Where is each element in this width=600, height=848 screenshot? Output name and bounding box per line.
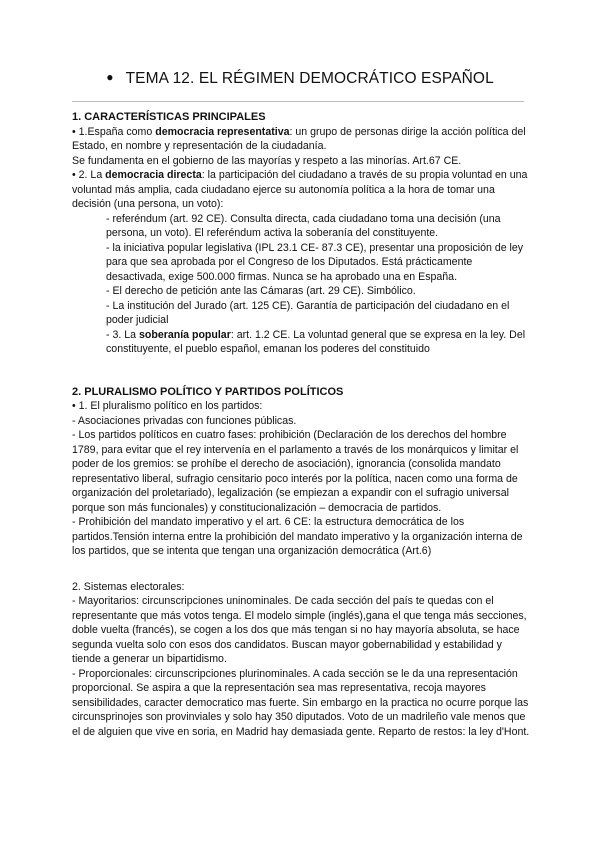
- section-2-heading: 2. PLURALISMO POLÍTICO Y PARTIDOS POLÍTICOS: [72, 385, 344, 398]
- indented-item: - referéndum (art. 92 CE). Consulta directa, cada ciudadano toma una decisión (una persona, un voto). El referéndum activa la soberanía del constituyente.: [106, 212, 501, 239]
- title-bullet: ●: [106, 70, 114, 84]
- paragraph: 2. Sistemas electorales:: [72, 580, 185, 593]
- paragraph: - Asociaciones privadas con funciones públicas.: [72, 414, 297, 427]
- paragraph: - Prohibición del mandato imperativo y el art. 6 CE: la estructura democrática de los partidos.Tensión interna entre la prohibición del mandato imperativo y la organización interna de los partidos, que se intenta que tengan una organización democrática (Art.6): [72, 516, 523, 557]
- title-divider: [72, 101, 524, 102]
- bold-term: democracia directa: [105, 169, 202, 181]
- section-1-heading: 1. CARACTERÍSTICAS PRINCIPALES: [72, 111, 266, 123]
- document-body: [72, 110, 532, 739]
- bold-term: democracia representativa: [155, 125, 290, 138]
- bold-term: soberanía popular: [138, 328, 231, 341]
- paragraph: - Mayoritarios: circunscripciones uninominales. De cada sección del país te quedas con el representante que más votos tenga. El modelo simple (inglés),gana el que tenga más secciones, doble vuelta (francés), se cogen a los dos que más tengan si no hay mayoría absoluta, se hace segunda vuelta solo con esos dos candidatos. Buscan mayor gobernabilidad y estabilidad y tiende a generar un bipartidismo.: [72, 595, 527, 665]
- paragraph: • 2. La democracia directa: la participación del ciudadano a través de su propia voluntad en una voluntad más amplia, cada ciudadano ejerce su autonomía política a la hora de tomar una decisión (una persona, un voto):: [72, 169, 528, 210]
- paragraph: - Proporcionales: circunscripciones plurinominales. A cada sección se le da una representación proporcional. Se aspira a que la representación sea mas representativa, recoja mayores sensibilidades, caracter democratico mas fuerte. Sin embargo en la practica no ocurre porque las circunsprinojes son provinviales y solo hay 350 diputados. Voto de un madrileño vale menos que el de alguien que vive en soria, en Madrid hay demasiada gente. Reparto de restos: la ley d'Hont.: [72, 667, 530, 738]
- paragraph: • 1. El pluralismo político en los partidos:: [72, 400, 263, 412]
- indented-item: - El derecho de petición ante las Cámaras (art. 29 CE). Simbólico.: [106, 285, 416, 297]
- title-text: TEMA 12. EL RÉGIMEN DEMOCRÁTICO ESPAÑOL: [125, 70, 494, 87]
- paragraph: • 1.España como democracia representativa: un grupo de personas dirige la acción política del Estado, en nombre y representación de la ciudadanía.: [72, 125, 526, 152]
- paragraph: - Los partidos políticos en cuatro fases: prohibición (Declaración de los derechos del hombre 1789, para evitar que el rey intervenía en el parlamento a través de los monárquicos y limitar el poder de los gremios: se prohíbe el derecho de asociación), ignorancia (consolida mandato representativo liberal, sufragio censitario poco interés por la política, nacen como una forma de organización del proletariado), legalización (se empiezan a expandir con el sufragio universal porque son más funcionales) y constitucionalización – democracia de partidos.: [72, 429, 519, 514]
- paragraph: Se fundamenta en el gobierno de las mayorías y respeto a las minorías. Art.67 CE.: [72, 154, 462, 167]
- indented-item: - La institución del Jurado (art. 125 CE). Garantía de participación del ciudadano en el poder judicial: [106, 299, 510, 326]
- indented-item: - 3. La soberanía popular: art. 1.2 CE. La voluntad general que se expresa en la ley. Del constituyente, el pueblo español, emanan los poderes del constituido: [106, 328, 526, 355]
- indented-item: - la iniciativa popular legislativa (IPL 23.1 CE- 87.3 CE), presentar una proposición de ley para que sea aprobada por el Congreso de los Diputados. Está prácticamente desactivada, exige 500.000 firmas. Nunca se ha aprobado una en España.: [106, 241, 524, 283]
- page-title: [0, 70, 600, 88]
